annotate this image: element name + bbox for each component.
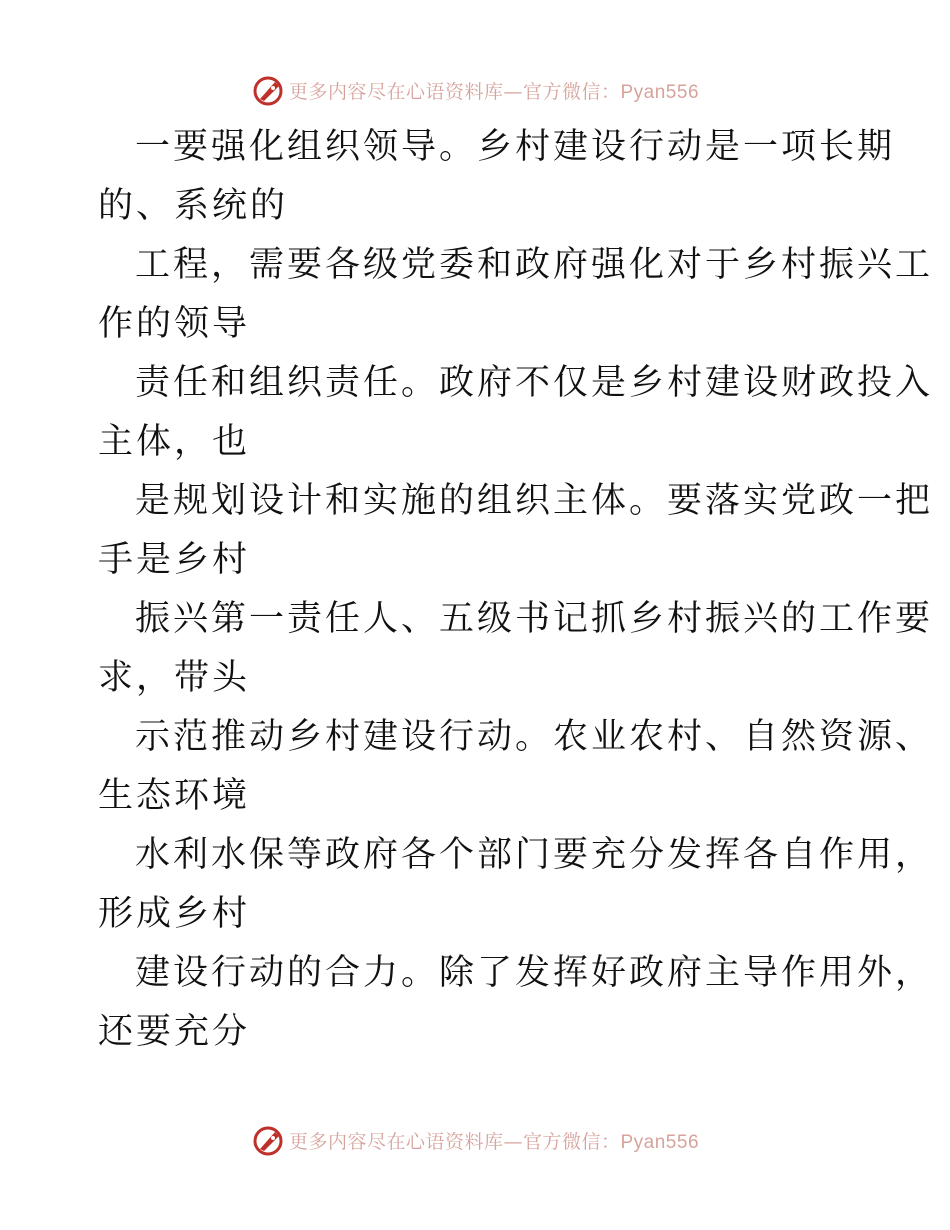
text-line: 形成乡村 <box>98 894 251 934</box>
text-line: 工程，需要各级党委和政府强化对于乡村振兴工 <box>135 245 934 285</box>
document-body <box>98 118 934 1062</box>
text-line: 振兴第一责任人、五级书记抓乡村振兴的工作要 <box>135 599 934 639</box>
banner-wechat-id: Pyan556 <box>620 81 700 103</box>
footer-watermark-banner <box>0 1120 950 1160</box>
pen-nib-circle-icon <box>251 1123 285 1157</box>
header-watermark-banner <box>0 70 950 110</box>
pen-nib-circle-icon <box>251 73 285 107</box>
text-line: 还要充分 <box>98 1012 251 1052</box>
banner-text: 更多内容尽在心语资料库—官方微信： <box>288 1130 621 1153</box>
text-line: 作的领导 <box>98 304 251 344</box>
text-line: 生态环境 <box>98 776 251 816</box>
text-line: 建设行动的合力。除了发挥好政府主导作用外， <box>135 953 934 993</box>
text-line: 一要强化组织领导。乡村建设行动是一项长期 <box>135 127 896 167</box>
text-line: 手是乡村 <box>98 540 251 580</box>
text-line: 的、系统的 <box>98 186 289 226</box>
text-line: 示范推动乡村建设行动。农业农村、自然资源、 <box>135 717 934 757</box>
text-line: 求，带头 <box>98 658 251 698</box>
text-line: 主体，也 <box>98 422 251 462</box>
text-line: 责任和组织责任。政府不仅是乡村建设财政投入 <box>135 363 934 403</box>
text-line: 水利水保等政府各个部门要充分发挥各自作用， <box>135 835 934 875</box>
banner-text: 更多内容尽在心语资料库—官方微信： <box>288 80 621 103</box>
text-line: 是规划设计和实施的组织主体。要落实党政一把 <box>135 481 934 521</box>
banner-wechat-id: Pyan556 <box>620 1131 700 1153</box>
